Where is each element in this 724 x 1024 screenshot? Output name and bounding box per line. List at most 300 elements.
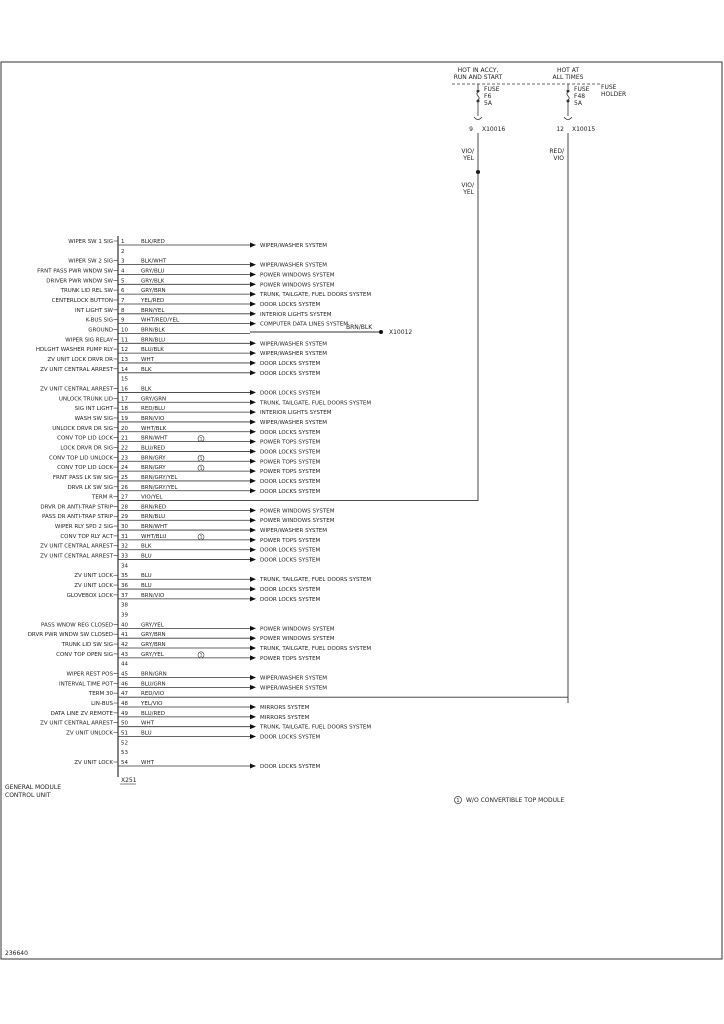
pin-row-20 — [52, 426, 320, 436]
pin-row-5 — [46, 278, 334, 288]
pin-function-label: SIG INT LIGHT — [74, 406, 113, 413]
arrow-right-icon — [250, 439, 256, 444]
pin-number: 34 — [121, 563, 128, 570]
fuse-holder-label-line2: HOLDER — [601, 91, 627, 98]
arrow-right-icon — [250, 508, 256, 513]
pin-function-label: ZV UNIT CENTRAL ARREST — [40, 720, 113, 727]
wire-color-vio-yel-1b: YEL — [463, 155, 474, 162]
fuse-f48-label: FUSE — [574, 86, 590, 93]
note-text: W/O CONVERTIBLE TOP MODULE — [466, 797, 565, 804]
destination-system: INTERIOR LIGHTS SYSTEM — [260, 410, 332, 417]
note-symbol-number: 1 — [456, 798, 460, 804]
destination-system: INTERIOR LIGHTS SYSTEM — [260, 311, 332, 318]
wire-color: BLU/GRN — [141, 681, 166, 688]
wire-color: VIO/YEL — [141, 494, 163, 501]
arrow-right-icon — [250, 410, 256, 415]
connector-x10015-label: X10015 — [572, 126, 596, 133]
module-name-line1: GENERAL MODULE — [5, 784, 62, 791]
destination-system: POWER WINDOWS SYSTEM — [260, 518, 335, 525]
pin-number: 13 — [121, 356, 128, 363]
destination-system: DOOR LOCKS SYSTEM — [260, 587, 321, 594]
pin-number: 26 — [121, 484, 128, 491]
pin-number: 33 — [121, 553, 128, 560]
arrow-right-icon — [250, 537, 256, 542]
ground-splice-dot — [379, 330, 383, 334]
pin-row-32 — [40, 544, 320, 554]
pin-function-label: DATA LINE ZV REMOTE — [50, 710, 113, 717]
pin-function-label: ZV UNIT LOCK — [74, 573, 113, 580]
pin-function-label: DRVR PWR WNDW SW CLOSED — [27, 632, 113, 639]
pin-row-48 — [91, 701, 309, 711]
pin-number: 54 — [121, 759, 128, 766]
destination-system: DOOR LOCKS SYSTEM — [260, 734, 321, 741]
pin-row-36 — [74, 583, 320, 593]
pin-function-label: CONV TOP LID LOCK — [57, 465, 113, 472]
arrow-right-icon — [250, 705, 256, 710]
pin-number: 7 — [121, 297, 125, 304]
pin-function-label: WIPER REST POS — [66, 671, 113, 678]
wire-color: YEL/VIO — [141, 701, 163, 708]
pin-function-label: ZV UNIT CENTRAL ARREST — [40, 386, 113, 393]
pin-number: 18 — [121, 406, 128, 413]
pin-function-label: INT LIGHT SW — [75, 307, 113, 314]
pin-number: 48 — [121, 701, 128, 708]
pin-number: 8 — [121, 307, 125, 314]
fuse-holder-label-line1: FUSE — [601, 84, 617, 91]
pin-row-31 — [60, 534, 320, 544]
pin-row-10 — [88, 327, 250, 333]
wire-color: RED/VIO — [141, 691, 165, 698]
destination-system: POWER TOPS SYSTEM — [260, 439, 321, 446]
pin-number: 2 — [121, 248, 125, 255]
pin-function-label: ZV UNIT CENTRAL ARREST — [40, 543, 113, 550]
pin-function-label: ZV UNIT LOCK — [74, 759, 113, 766]
destination-system: WIPER/WASHER SYSTEM — [260, 351, 328, 358]
note-marker-number: 1 — [199, 437, 203, 443]
note-marker-number: 1 — [199, 457, 203, 463]
pin-row-24 — [57, 465, 320, 475]
destination-system: DOOR LOCKS SYSTEM — [260, 449, 321, 456]
pin-number: 23 — [121, 455, 128, 462]
pin-row-7 — [52, 298, 321, 308]
arrow-right-icon — [250, 557, 256, 562]
pin-number: 16 — [121, 386, 128, 393]
pin-function-label: ZV UNIT CENTRAL ARREST — [40, 553, 113, 560]
destination-system: WIPER/WASHER SYSTEM — [260, 675, 328, 682]
pin-function-label: CONV TOP OPEN SIG — [56, 651, 113, 658]
pin-function-label: GLOVEBOX LOCK — [66, 592, 113, 599]
pin-row-1 — [68, 239, 327, 249]
destination-system: POWER WINDOWS SYSTEM — [260, 272, 335, 279]
destination-system: POWER TOPS SYSTEM — [260, 537, 321, 544]
wire-color: BRN/BLK — [141, 327, 166, 334]
pin-number: 52 — [121, 740, 128, 747]
wire-color-vio-yel-2b: YEL — [463, 189, 474, 196]
pin-function-label: GROUND — [88, 327, 113, 334]
arrow-right-icon — [250, 646, 256, 651]
pin-number: 36 — [121, 583, 128, 590]
wire-color: BRN/VIO — [141, 415, 165, 422]
wire-color: GRY/GRN — [141, 396, 167, 403]
pin-row-13 — [47, 357, 320, 367]
pin-function-label: TERM R — [92, 494, 113, 501]
arrow-right-icon — [250, 518, 256, 523]
arrow-right-icon — [250, 724, 256, 729]
pin-function-label: ZV UNIT LOCK — [74, 583, 113, 590]
pin-function-label: TRUNK LID REL SW — [60, 288, 113, 295]
pin-number: 24 — [121, 465, 128, 472]
fuse-f6-rating: 5A — [484, 100, 492, 107]
module-connector-label: X251 — [121, 777, 137, 784]
arrow-right-icon — [250, 675, 256, 680]
wire-color: YEL/RED — [141, 297, 165, 304]
arrow-right-icon — [250, 763, 256, 768]
arrow-right-icon — [250, 419, 256, 424]
pin-number: 4 — [121, 268, 125, 275]
wire-color: GRY/BRN — [141, 632, 166, 639]
arrow-right-icon — [250, 243, 256, 248]
pin-rows — [28, 239, 568, 770]
wire-color: BLU — [141, 730, 152, 737]
pin-function-label: UNLOCK TRUNK LID — [58, 396, 113, 403]
fuse-f48-number: F48 — [574, 93, 586, 100]
destination-system: DOOR LOCKS SYSTEM — [260, 547, 321, 554]
wire-color: BLK/WHT — [141, 258, 167, 265]
wire-color-red-vio-b: VIO — [553, 155, 564, 162]
arrow-right-icon — [250, 488, 256, 493]
pin-row-15 — [121, 377, 128, 383]
pin-row-27 — [91, 495, 478, 501]
fuse-f6-label: FUSE — [484, 86, 500, 93]
pin-function-label: ZV UNIT CENTRAL ARREST — [40, 366, 113, 373]
pin-function-label: DRVR LK SW SIG — [67, 484, 113, 491]
pin-function-label: CONV TOP LID UNLOCK — [48, 455, 113, 462]
pin-function-label: UNLOCK DRVR DR SIG — [52, 425, 113, 432]
pin-number: 35 — [121, 573, 128, 580]
wire-color: BRN/GRY/YEL — [141, 484, 178, 491]
arrow-right-icon — [250, 272, 256, 277]
arrow-right-icon — [250, 282, 256, 287]
destination-system: TRUNK, TAILGATE, FUEL DOORS SYSTEM — [260, 400, 372, 407]
pin-number: 27 — [121, 494, 128, 501]
pin-function-label: WIPER SW 1 SIG — [68, 239, 113, 245]
arrow-right-icon — [250, 636, 256, 641]
arrow-right-icon — [250, 655, 256, 660]
pin-number: 32 — [121, 543, 128, 550]
pin-function-label: TRUNK LID SW SIG — [61, 642, 113, 649]
arrow-right-icon — [250, 370, 256, 375]
pin-number: 53 — [121, 750, 128, 757]
pin-function-label: FRNT PASS LK SW SIG — [52, 474, 113, 481]
pin-row-53 — [121, 750, 128, 756]
wire-color: BRN/GRY — [141, 455, 166, 462]
pin-number: 40 — [121, 622, 128, 629]
pin-function-label: WIPER SW 2 SIG — [68, 258, 113, 265]
pin-row-46 — [59, 681, 327, 691]
pin-row-50 — [40, 721, 371, 731]
wire-color: BLK/RED — [141, 239, 165, 245]
pin-row-41 — [28, 632, 335, 642]
pin-row-17 — [59, 396, 371, 406]
pin-number: 17 — [121, 396, 128, 403]
connector-x10016-icon — [474, 117, 482, 120]
hot-label-left-line2: RUN AND START — [453, 74, 503, 81]
pin-row-52 — [121, 740, 128, 746]
fuse-f48 — [549, 84, 595, 162]
note-marker-number: 1 — [199, 535, 203, 541]
pin-row-42 — [61, 642, 372, 652]
arrow-right-icon — [250, 587, 256, 592]
pin-number: 19 — [121, 415, 128, 422]
pin-row-49 — [51, 711, 310, 721]
wire-color: BLU — [141, 553, 152, 560]
pin-row-4 — [37, 268, 335, 278]
hot-label-left-line1: HOT IN ACCY, — [457, 67, 499, 74]
wire-color: BLU/RED — [141, 445, 165, 452]
wire-color: GRY/YEL — [141, 651, 164, 658]
pin-row-8 — [75, 308, 332, 318]
pin-number: 22 — [121, 445, 128, 452]
wire-color: BLU/BLK — [141, 347, 164, 354]
pin-row-34 — [121, 563, 128, 569]
destination-system: DOOR LOCKS SYSTEM — [260, 301, 321, 308]
pin-row-38 — [121, 603, 128, 609]
wire-color-red-vio-a: RED/ — [549, 148, 564, 155]
pin-number: 28 — [121, 504, 128, 511]
destination-system: WIPER/WASHER SYSTEM — [260, 528, 328, 535]
destination-system: WIPER/WASHER SYSTEM — [260, 685, 328, 692]
pin-number: 42 — [121, 642, 128, 649]
pin-number: 46 — [121, 681, 128, 688]
wire-color: BRN/WHT — [141, 435, 168, 442]
pin-function-label: HDLGHT WASHER PUMP RLY — [35, 347, 113, 354]
pin-row-44 — [121, 662, 128, 668]
pin-function-label: ZV UNIT LOCK DRVR DR — [47, 356, 113, 363]
destination-system: DOOR LOCKS SYSTEM — [260, 763, 321, 770]
destination-system: DOOR LOCKS SYSTEM — [260, 488, 321, 495]
connector-x10016-pin: 9 — [469, 126, 473, 133]
pin-number: 5 — [121, 278, 125, 285]
arrow-right-icon — [250, 321, 256, 326]
pin-row-16 — [40, 386, 320, 396]
arrow-right-icon — [250, 341, 256, 346]
wire-color: BRN/WHT — [141, 524, 168, 531]
pin-row-43 — [56, 652, 320, 662]
pin-row-33 — [40, 554, 320, 564]
wire-color: GRY/BRN — [141, 642, 166, 649]
pin-function-label: CENTERLOCK BUTTON — [51, 297, 113, 304]
pin-function-label: INTERVAL TIME POT — [58, 681, 113, 688]
arrow-right-icon — [250, 292, 256, 297]
pin-row-12 — [36, 347, 327, 357]
connector-x10015-pin: 12 — [556, 126, 564, 133]
destination-system: WIPER/WASHER SYSTEM — [260, 243, 328, 249]
wire-color: GRY/BLK — [141, 278, 165, 285]
pin-row-22 — [60, 445, 320, 455]
wire-color: GRY/BLU — [141, 268, 165, 275]
pin-function-label: CONV TOP RLY ACT — [60, 533, 113, 540]
pin-number: 47 — [121, 691, 128, 698]
wire-color: BLU/RED — [141, 710, 165, 717]
wire-color: BRN/GRY — [141, 465, 166, 472]
pin-row-3 — [68, 259, 327, 269]
pin-function-label: WIPER RLY SPD 2 SIG — [54, 524, 113, 531]
module-name-line2: CONTROL UNIT — [5, 792, 51, 799]
destination-system: COMPUTER DATA LINES SYSTEM — [260, 321, 349, 328]
pin-row-14 — [40, 367, 320, 377]
wire-color: BRN/RED — [141, 504, 167, 511]
pin-function-label: WIPER SIG RELAY — [65, 337, 113, 344]
pin-number: 50 — [121, 720, 128, 727]
note-marker-number: 1 — [199, 466, 203, 472]
arrow-right-icon — [250, 400, 256, 405]
pin-row-18 — [75, 406, 332, 416]
pin-number: 38 — [121, 602, 128, 609]
arrow-right-icon — [250, 459, 256, 464]
pin-row-37 — [67, 593, 321, 603]
arrow-right-icon — [250, 262, 256, 267]
arrow-right-icon — [250, 311, 256, 316]
pin-function-label: WASH SW SIG — [74, 415, 113, 422]
wire-color: BLK — [141, 386, 152, 393]
pin-function-label: PASS DR ANTI-TRAP STRIP — [42, 514, 113, 521]
destination-system: POWER TOPS SYSTEM — [260, 469, 321, 476]
pin-row-45 — [67, 672, 328, 682]
destination-system: WIPER/WASHER SYSTEM — [260, 262, 328, 269]
pin-function-label: ZV UNIT UNLOCK — [66, 730, 113, 737]
wire-color-vio-yel-2a: VIO/ — [461, 182, 474, 189]
wire-color: WHT — [141, 356, 154, 363]
wire-color: BRN/GRY/YEL — [141, 474, 178, 481]
connector-x10016-label: X10016 — [482, 126, 506, 133]
destination-system: TRUNK, TAILGATE, FUEL DOORS SYSTEM — [260, 646, 372, 653]
arrow-right-icon — [250, 469, 256, 474]
pin-row-25 — [53, 475, 321, 485]
pin-number: 37 — [121, 592, 128, 599]
pin-row-26 — [67, 485, 320, 495]
pin-function-label: FRNT PASS PWR WNDW SW — [37, 268, 113, 275]
wire-color: BRN/YEL — [141, 307, 165, 314]
pin-function-label: K-BUS SIG — [85, 317, 113, 324]
destination-system: TRUNK, TAILGATE, FUEL DOORS SYSTEM — [260, 577, 372, 584]
arrow-right-icon — [250, 449, 256, 454]
pin-number: 6 — [121, 288, 125, 295]
destination-system: WIPER/WASHER SYSTEM — [260, 419, 328, 426]
pin-number: 1 — [121, 239, 125, 245]
destination-system: MIRRORS SYSTEM — [260, 714, 310, 721]
pin-number: 45 — [121, 671, 128, 678]
pin-number: 30 — [121, 524, 128, 531]
pin-row-11 — [65, 337, 327, 347]
pin-number: 14 — [121, 366, 128, 373]
pin-function-label: CONV TOP LID LOCK — [57, 435, 113, 442]
wire-color: BLU — [141, 573, 152, 580]
fuse-f48-rating: 5A — [574, 100, 582, 107]
arrow-right-icon — [250, 577, 256, 582]
wire-color: WHT/BLK — [141, 425, 167, 432]
pin-row-2 — [121, 249, 125, 255]
destination-system: POWER WINDOWS SYSTEM — [260, 282, 335, 289]
pin-number: 10 — [121, 327, 128, 334]
pin-row-21 — [57, 436, 320, 446]
pin-number: 43 — [121, 651, 128, 658]
pin-function-label: TERM 30 — [88, 691, 113, 698]
destination-system: POWER TOPS SYSTEM — [260, 655, 321, 662]
arrow-right-icon — [250, 685, 256, 690]
arrow-right-icon — [250, 351, 256, 356]
connector-x10015-icon — [564, 117, 572, 120]
wire-color: WHT/BLU — [141, 533, 167, 540]
pin-row-51 — [66, 731, 320, 741]
destination-system: DOOR LOCKS SYSTEM — [260, 360, 321, 367]
fuse-f6-number: F6 — [484, 93, 492, 100]
pin-number: 44 — [121, 661, 128, 668]
pin-function-label: LIN-BUS — [91, 701, 113, 708]
arrow-right-icon — [250, 714, 256, 719]
wire-color: BRN/VIO — [141, 592, 165, 599]
ground-wire-color: BRN/BLK — [346, 324, 373, 331]
arrow-right-icon — [250, 390, 256, 395]
arrow-right-icon — [250, 626, 256, 631]
hot-label-right-line2: ALL TIMES — [552, 74, 584, 81]
arrow-right-icon — [250, 734, 256, 739]
pin-number: 29 — [121, 514, 128, 521]
pin-number: 21 — [121, 435, 128, 442]
figure-id: 236640 — [5, 950, 28, 957]
pin-row-23 — [49, 455, 321, 465]
wire-color: WHT — [141, 759, 154, 766]
wire-color: BRN/BLU — [141, 337, 166, 344]
arrow-right-icon — [250, 429, 256, 434]
pin-number: 25 — [121, 474, 128, 481]
pin-number: 41 — [121, 632, 128, 639]
pin-row-30 — [55, 524, 327, 534]
arrow-right-icon — [250, 547, 256, 552]
pin-number: 9 — [121, 317, 125, 324]
destination-system: DOOR LOCKS SYSTEM — [260, 390, 321, 397]
pin-row-40 — [41, 622, 335, 632]
destination-system: TRUNK, TAILGATE, FUEL DOORS SYSTEM — [260, 724, 372, 731]
destination-system: POWER WINDOWS SYSTEM — [260, 636, 335, 643]
pin-number: 31 — [121, 533, 128, 540]
wire-color: GRY/YEL — [141, 622, 164, 629]
wire-color: BLK — [141, 543, 152, 550]
pin-row-19 — [75, 416, 328, 426]
destination-system: DOOR LOCKS SYSTEM — [260, 557, 321, 564]
pin-row-47 — [88, 691, 568, 697]
ground-splice-label: X10012 — [389, 329, 413, 336]
destination-system: POWER WINDOWS SYSTEM — [260, 626, 335, 633]
arrow-right-icon — [250, 360, 256, 365]
wire-color: RED/BLU — [141, 406, 165, 413]
wire-color-vio-yel-1a: VIO/ — [461, 148, 474, 155]
wire-color: WHT/RED/YEL — [141, 317, 180, 324]
hot-label-right-line1: HOT AT — [556, 67, 580, 74]
pin-number: 20 — [121, 425, 128, 432]
pin-row-35 — [74, 573, 371, 583]
pin-number: 11 — [121, 337, 128, 344]
destination-system: TRUNK, TAILGATE, FUEL DOORS SYSTEM — [260, 292, 372, 299]
pin-number: 39 — [121, 612, 128, 619]
pin-function-label: LOCK DRVR DR SIG — [60, 445, 113, 452]
pin-row-6 — [60, 288, 372, 298]
arrow-right-icon — [250, 528, 256, 533]
destination-system: WIPER/WASHER SYSTEM — [260, 341, 328, 348]
pin-number: 51 — [121, 730, 128, 737]
pin-number: 15 — [121, 376, 128, 383]
pin-function-label: DRVR DR ANTI-TRAP STRIP — [40, 504, 113, 511]
destination-system: DOOR LOCKS SYSTEM — [260, 429, 321, 436]
